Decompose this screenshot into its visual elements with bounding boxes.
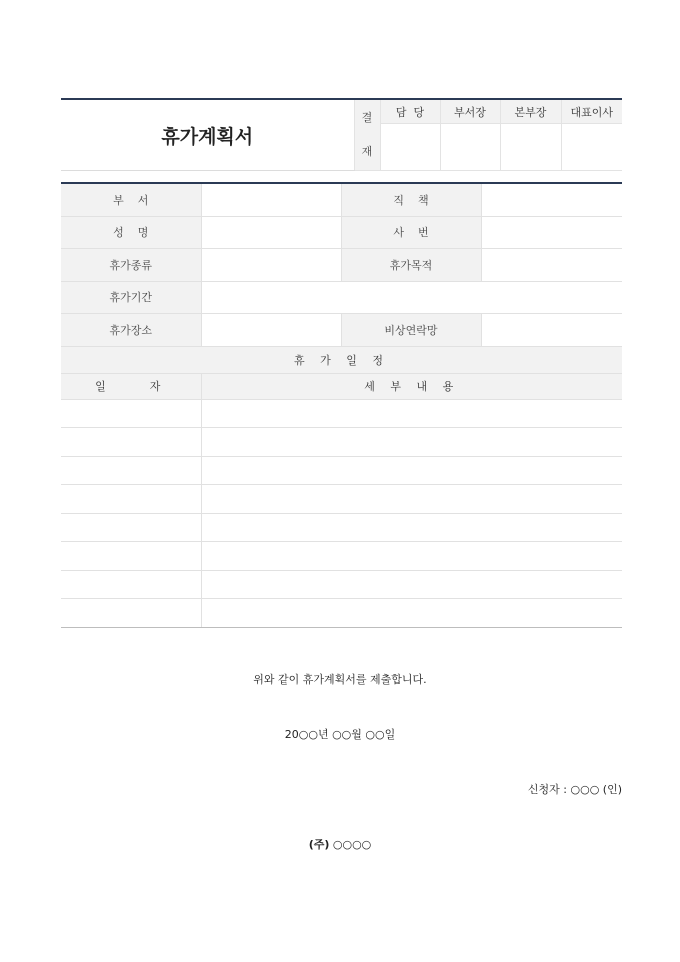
input-emp-no[interactable] bbox=[481, 216, 622, 249]
input-emergency-contact[interactable] bbox=[481, 314, 622, 347]
sign-box-ceo[interactable] bbox=[561, 124, 622, 171]
schedule-detail-cell[interactable] bbox=[201, 428, 622, 457]
approval-role-dept-head: 부서장 bbox=[440, 99, 500, 124]
submission-date: 20○○년 ○○월 ○○일 bbox=[284, 728, 396, 741]
approval-role-ceo: 대표이사 bbox=[561, 99, 622, 124]
schedule-detail-cell[interactable] bbox=[201, 570, 622, 599]
schedule-date-cell[interactable] bbox=[61, 456, 201, 485]
label-dept: 부 서 bbox=[61, 183, 201, 216]
label-name: 성 명 bbox=[61, 216, 201, 249]
input-name[interactable] bbox=[201, 216, 341, 249]
submission-statement: 위와 같이 휴가계획서를 제출합니다. bbox=[253, 673, 427, 686]
schedule-date-cell[interactable] bbox=[61, 599, 201, 628]
company-name: ○○○○ bbox=[332, 838, 372, 851]
document-title: 휴가계획서 bbox=[61, 99, 354, 171]
schedule-date-cell[interactable] bbox=[61, 428, 201, 457]
schedule-detail-cell[interactable] bbox=[201, 399, 622, 428]
input-position[interactable] bbox=[481, 183, 622, 216]
schedule-date-cell[interactable] bbox=[61, 542, 201, 571]
schedule-date-cell[interactable] bbox=[61, 485, 201, 514]
schedule-detail-cell[interactable] bbox=[201, 542, 622, 571]
sign-box-manager[interactable] bbox=[380, 124, 440, 171]
applicant-signature: 신청자 : ○○○ (인) bbox=[527, 783, 622, 796]
input-leave-purpose[interactable] bbox=[481, 249, 622, 282]
sign-box-division-head[interactable] bbox=[500, 124, 561, 171]
label-leave-type: 휴가종류 bbox=[61, 249, 201, 282]
schedule-date-cell[interactable] bbox=[61, 513, 201, 542]
approval-role-manager: 담 당 bbox=[380, 99, 440, 124]
label-leave-place: 휴가장소 bbox=[61, 314, 201, 347]
input-leave-period[interactable] bbox=[201, 281, 622, 314]
label-emergency-contact: 비상연락망 bbox=[341, 314, 481, 347]
label-leave-purpose: 휴가목적 bbox=[341, 249, 481, 282]
approval-label-top: 결 bbox=[361, 111, 373, 124]
schedule-detail-cell[interactable] bbox=[201, 485, 622, 514]
company-prefix: (주) bbox=[308, 838, 330, 851]
approval-label bbox=[354, 99, 380, 171]
approval-label-bottom: 재 bbox=[361, 145, 373, 158]
approval-role-division-head: 본부장 bbox=[500, 99, 561, 124]
sign-box-dept-head[interactable] bbox=[440, 124, 500, 171]
input-leave-type[interactable] bbox=[201, 249, 341, 282]
schedule-date-cell[interactable] bbox=[61, 570, 201, 599]
schedule-col-date: 일 자 bbox=[61, 373, 201, 399]
info-table bbox=[61, 182, 622, 628]
schedule-detail-cell[interactable] bbox=[201, 456, 622, 485]
schedule-section-title: 휴 가 일 정 bbox=[61, 346, 622, 373]
label-position: 직 책 bbox=[341, 183, 481, 216]
form-container bbox=[61, 98, 622, 628]
input-dept[interactable] bbox=[201, 183, 341, 216]
schedule-detail-cell[interactable] bbox=[201, 513, 622, 542]
header-table bbox=[61, 98, 622, 171]
label-leave-period: 휴가기간 bbox=[61, 281, 201, 314]
company-line bbox=[0, 836, 680, 852]
schedule-detail-cell[interactable] bbox=[201, 599, 622, 628]
schedule-date-cell[interactable] bbox=[61, 399, 201, 428]
label-emp-no: 사 번 bbox=[341, 216, 481, 249]
input-leave-place[interactable] bbox=[201, 314, 341, 347]
schedule-col-detail: 세 부 내 용 bbox=[201, 373, 622, 399]
